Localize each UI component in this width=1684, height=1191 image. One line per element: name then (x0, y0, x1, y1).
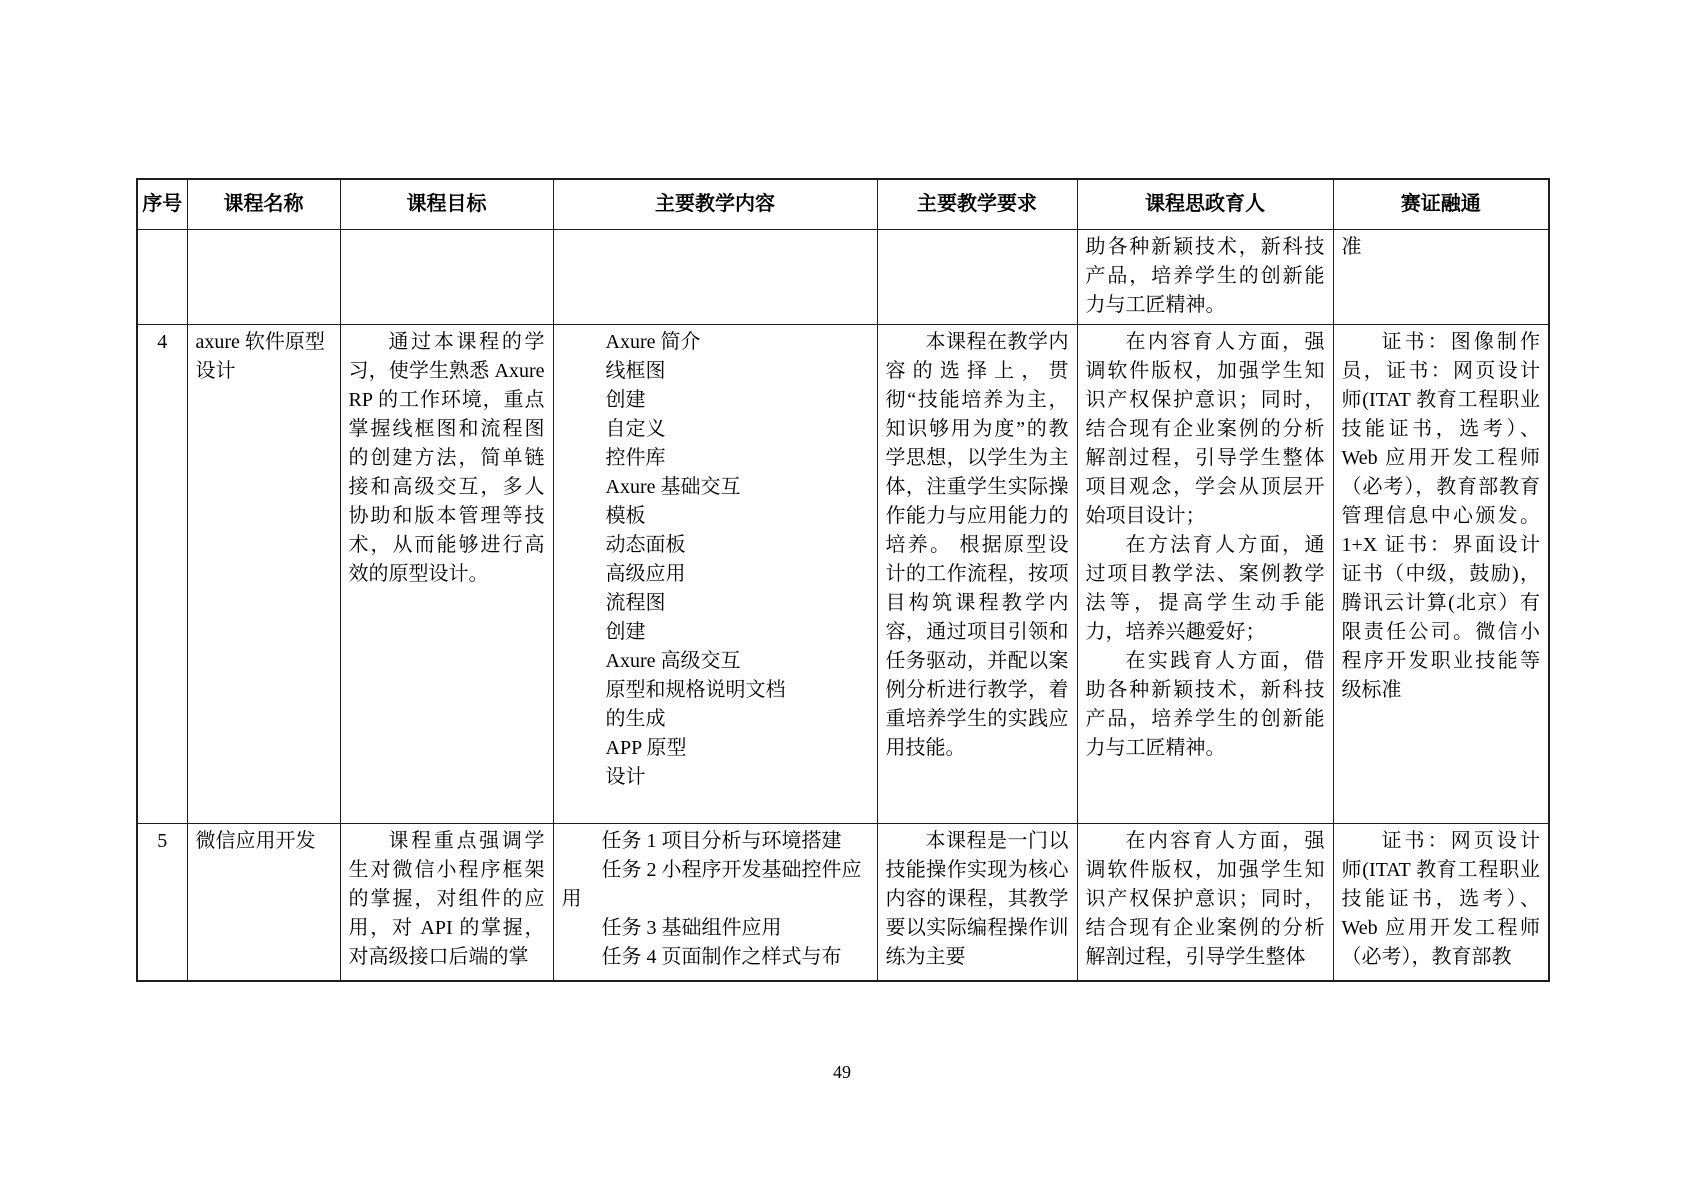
content-line: 任务 3 基础组件应用 (601, 916, 782, 939)
row5-objective: 课程重点强调学生对微信小程序框架的掌握，对组件的应用，对 API 的掌握，对高级接口后端的掌 (348, 829, 545, 968)
carryover-certification-cell (1333, 229, 1549, 324)
header-cell-no: 序号 (137, 179, 187, 229)
carryover-ideology-cell (1077, 229, 1333, 324)
row5-content-cell (553, 823, 877, 981)
header-cell-ideology: 课程思政育人 (1077, 179, 1333, 229)
content-line: 线框图 (605, 359, 666, 382)
row4-objective: 通过本课程的学习，使学生熟悉 Axure RP 的工作环境，重点掌握线框图和流程图的创建方法，简单链接和高级交互，多人协助和版本管理等技术，从而能够进行高效的原型设计。 (348, 330, 545, 585)
row5-ideology: 在内容育人方面，强调软件版权，加强学生知识产权保护意识；同时，结合现有企业案例的分析解剖过程，引导学生整体 (1085, 829, 1325, 968)
row4-content-list (562, 328, 869, 792)
row4-ideology-paragraph: 在内容育人方面，强调软件版权，加强学生知识产权保护意识；同时，结合现有企业案例的分析解剖过程，引导学生整体项目观念，学会从顶层开始项目设计； (1085, 330, 1325, 527)
content-line: 模板 (605, 504, 646, 527)
carryover-certification-text: 准 (1341, 235, 1362, 258)
table-row-course-5 (137, 823, 1549, 981)
row4-content-cell (553, 324, 877, 823)
carryover-ideology-text: 助各种新颖技术，新科技产品，培养学生的创新能力与工匠精神。 (1085, 235, 1325, 316)
header-cell-requirement: 主要教学要求 (877, 179, 1077, 229)
row5-name: 微信应用开发 (195, 829, 316, 852)
table-row-carryover (137, 229, 1549, 324)
row5-name-cell (187, 823, 340, 981)
row5-certification-cell (1333, 823, 1549, 981)
row4-no-cell (137, 324, 187, 823)
carryover-no-cell (137, 229, 187, 324)
content-line: Axure 基础交互 (605, 475, 741, 498)
content-line: 创建 (605, 620, 646, 643)
content-line: 任务 1 项目分析与环境搭建 (601, 829, 842, 852)
content-line: APP 原型 (605, 736, 687, 759)
row4-ideology-paragraph: 在实践育人方面，借助各种新颖技术，新科技产品，培养学生的创新能力与工匠精神。 (1085, 649, 1325, 759)
content-line: Axure 简介 (605, 330, 701, 353)
row4-name-cell (187, 324, 340, 823)
row5-requirement-cell (877, 823, 1077, 981)
row4-name: axure 软件原型设计 (195, 330, 325, 382)
page-number: 49 (833, 1062, 851, 1082)
row5-objective-cell (340, 823, 553, 981)
header-cell-name: 课程名称 (187, 179, 340, 229)
row5-certification: 证书：网页设计师(ITAT 教育工程职业技能证书，选考）、Web 应用开发工程师（必考），教育部教 (1341, 829, 1540, 968)
content-line: 自定义 (605, 417, 666, 440)
content-line: 任务 2 小程序开发基础控件应用 (561, 858, 862, 910)
row5-ideology-cell (1077, 823, 1333, 981)
row4-ideology-paragraph: 在方法育人方面，通过项目教学法、案例教学法等，提高学生动手能力，培养兴趣爱好； (1085, 533, 1325, 643)
course-plan-table (136, 178, 1550, 982)
content-line: 控件库 (605, 446, 666, 469)
carryover-objective-cell (340, 229, 553, 324)
content-line: 创建 (605, 388, 646, 411)
table-header-row (137, 179, 1549, 229)
header-cell-certification: 赛证融通 (1333, 179, 1549, 229)
table-row-course-4 (137, 324, 1549, 823)
content-line: 流程图 (605, 591, 666, 614)
row4-objective-cell (340, 324, 553, 823)
content-line: 任务 4 页面制作之样式与布 (601, 945, 842, 968)
content-line: 高级应用 (605, 562, 686, 585)
content-line: 原型和规格说明文档 (605, 678, 786, 701)
carryover-name-cell (187, 229, 340, 324)
row5-no: 5 (157, 829, 168, 852)
row5-requirement: 本课程是一门以技能操作实现为核心内容的课程，其教学要以实际编程操作训练为主要 (885, 829, 1069, 968)
content-line: 动态面板 (605, 533, 686, 556)
row4-certification-cell (1333, 324, 1549, 823)
carryover-requirement-cell (877, 229, 1077, 324)
header-cell-content: 主要教学内容 (553, 179, 877, 229)
row4-no: 4 (157, 330, 168, 353)
content-line: Axure 高级交互 (605, 649, 741, 672)
carryover-content-cell (553, 229, 877, 324)
content-line: 的生成 (605, 707, 666, 730)
content-line: 设计 (605, 765, 646, 788)
row4-requirement: 本课程在教学内容的选择上，贯彻“技能培养为主，知识够用为度”的教学思想，以学生为主体，注重学生实际操作能力与应用能力的培养。 根据原型设计的工作流程，按项目构筑课程教学内容，通过项目引领和任务驱动，并配以案例分析进行教学，着重培养学生的实践应用技能。 (885, 330, 1069, 759)
row4-ideology-cell (1077, 324, 1333, 823)
row4-requirement-cell (877, 324, 1077, 823)
row5-no-cell (137, 823, 187, 981)
row4-certification: 证书：图像制作员，证书：网页设计师(ITAT 教育工程职业技能证书，选考）、Web 应用开发工程师（必考），教育部教育管理信息中心颁发。 1+X 证书：界面设计证书（中级，鼓励)，腾讯云计算(北京）有限责任公司。微信小程序开发职业技能等级标准 (1341, 330, 1540, 701)
header-cell-objective: 课程目标 (340, 179, 553, 229)
